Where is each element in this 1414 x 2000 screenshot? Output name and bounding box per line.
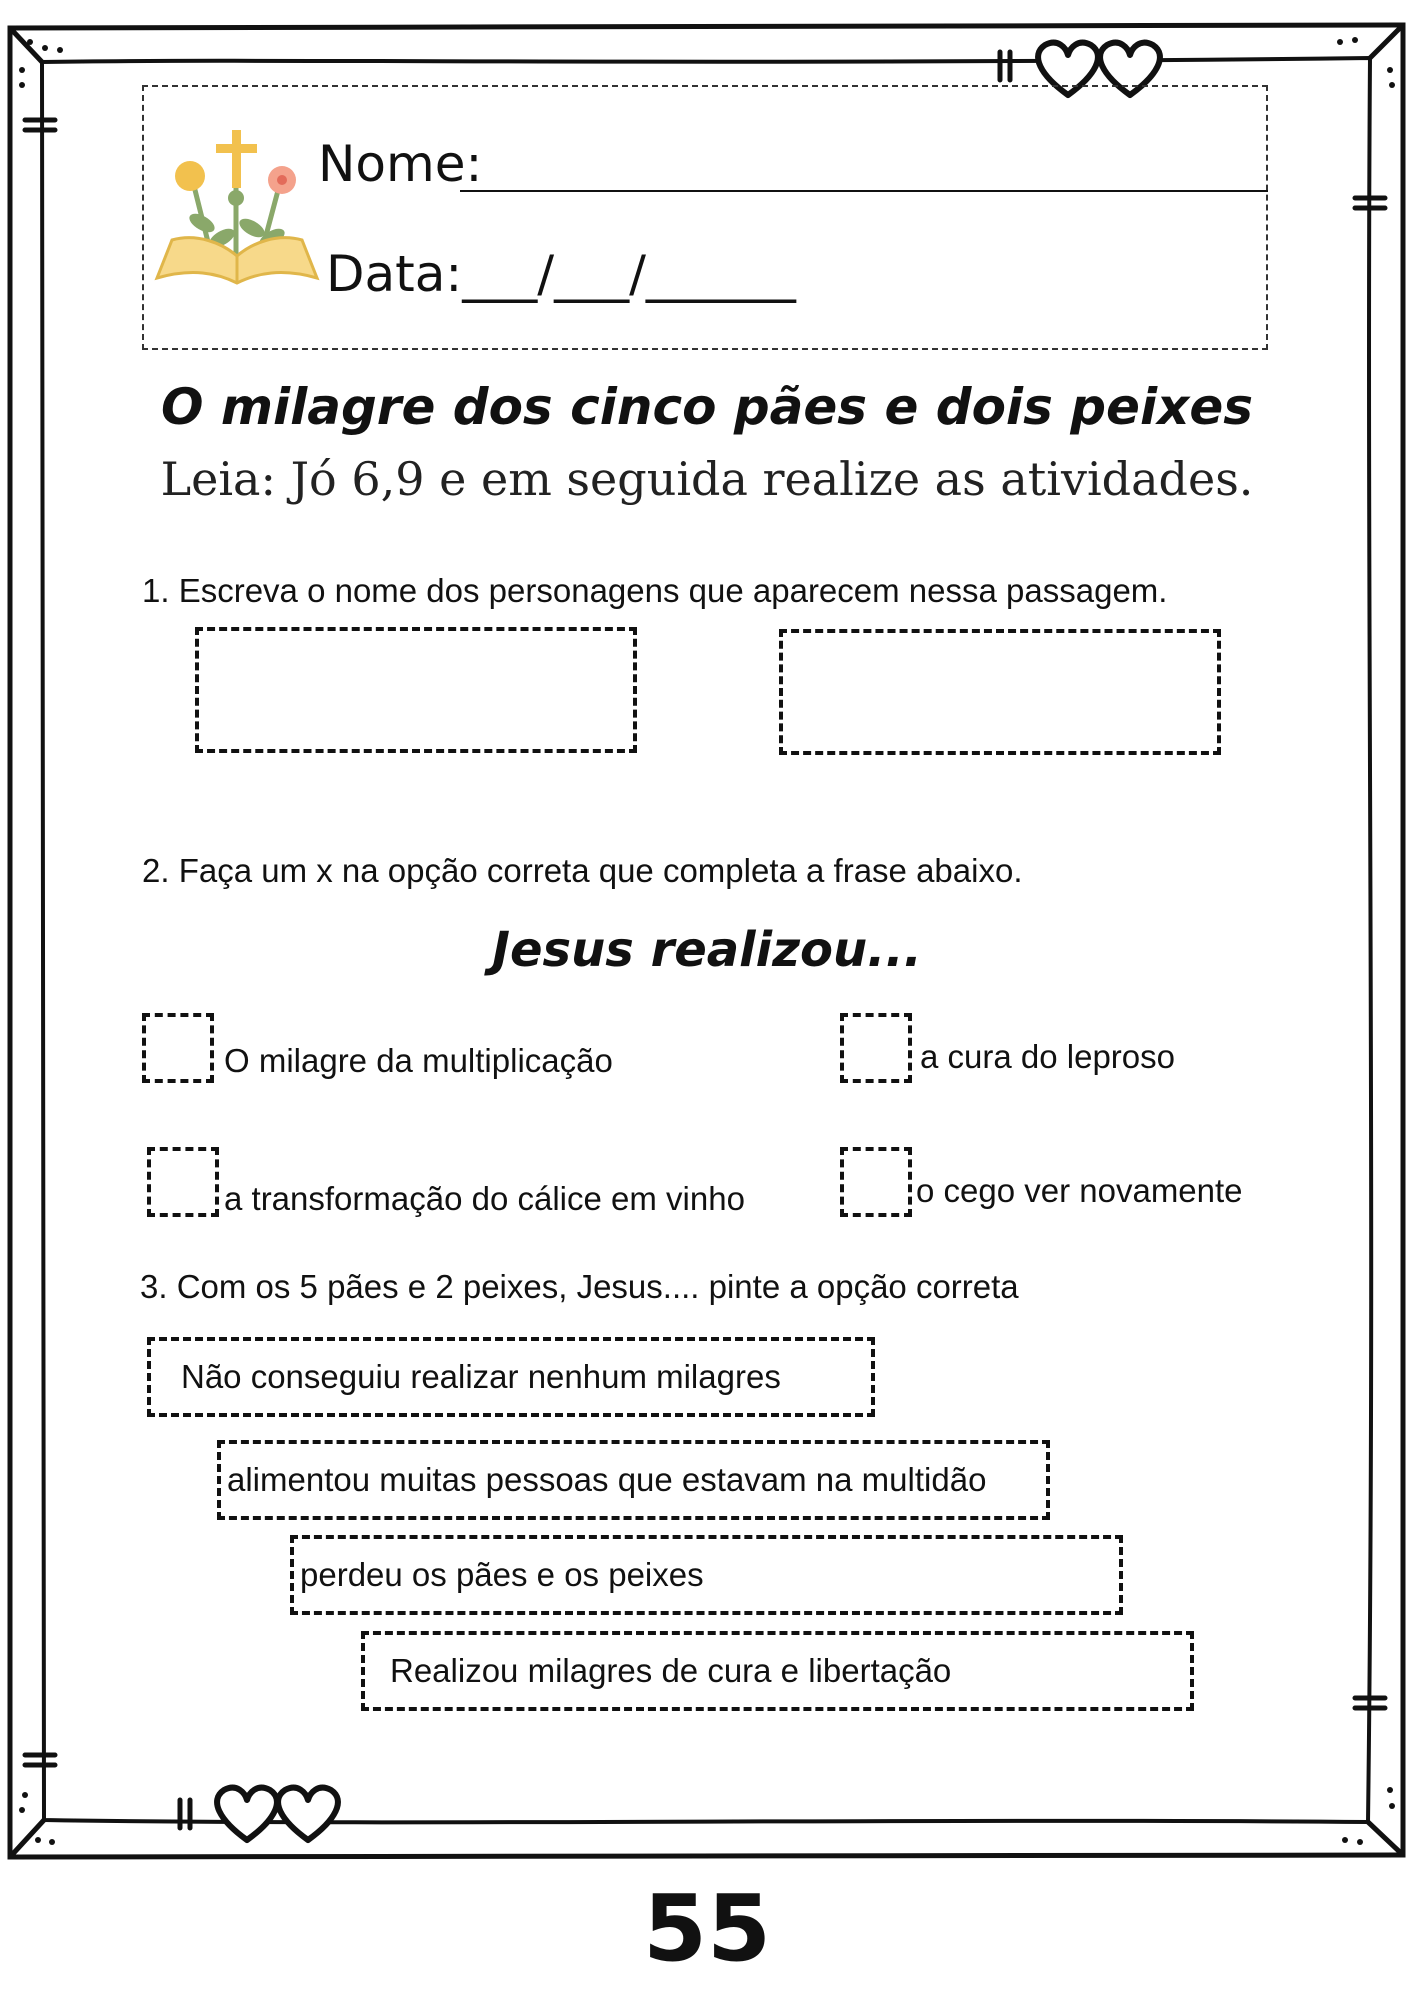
answer-option-1[interactable]: [147, 1337, 875, 1417]
checkbox-option-2[interactable]: [840, 1013, 912, 1083]
answer-option-3-label: perdeu os pães e os peixes: [300, 1556, 704, 1593]
question-1: 1. Escreva o nome dos personagens que aparecem nessa passagem.: [142, 572, 1168, 609]
answer-box-character-1[interactable]: [195, 627, 637, 753]
page-title: O milagre dos cinco pães e dois peixes: [160, 378, 1254, 436]
checkbox-option-4[interactable]: [840, 1147, 912, 1217]
answer-option-2-label: alimentou muitas pessoas que estavam na multidão: [227, 1461, 987, 1498]
name-input-line[interactable]: [460, 190, 1268, 192]
answer-option-4-label: Realizou milagres de cura e libertação: [390, 1652, 952, 1689]
bible-flowers-cross-icon: [152, 128, 322, 293]
name-label: Nome:: [318, 135, 483, 193]
option-4-label: o cego ver novamente: [916, 1172, 1243, 1209]
page-subtitle: Leia: Jó 6,9 e em seguida realize as atividades.: [160, 452, 1254, 506]
date-label[interactable]: Data:___/___/______: [326, 245, 796, 303]
answer-box-character-2[interactable]: [779, 629, 1221, 755]
page-number: 55: [642, 1875, 772, 1982]
option-1-label: O milagre da multiplicação: [224, 1042, 613, 1079]
question-3: 3. Com os 5 pães e 2 peixes, Jesus.... pinte a opção correta: [140, 1268, 1019, 1305]
answer-option-3[interactable]: [290, 1535, 1123, 1615]
answer-option-4[interactable]: [361, 1631, 1194, 1711]
answer-option-1-label: Não conseguiu realizar nenhum milagres: [181, 1358, 781, 1395]
option-3-label: a transformação do cálice em vinho: [224, 1180, 745, 1217]
question-2-heading: Jesus realizou...: [492, 922, 922, 978]
question-2: 2. Faça um x na opção correta que completa a frase abaixo.: [142, 852, 1023, 889]
checkbox-option-1[interactable]: [142, 1013, 214, 1083]
heart-icon: [217, 1788, 338, 1840]
answer-option-2[interactable]: [217, 1440, 1050, 1520]
checkbox-option-3[interactable]: [147, 1147, 219, 1217]
option-2-label: a cura do leproso: [920, 1038, 1175, 1075]
